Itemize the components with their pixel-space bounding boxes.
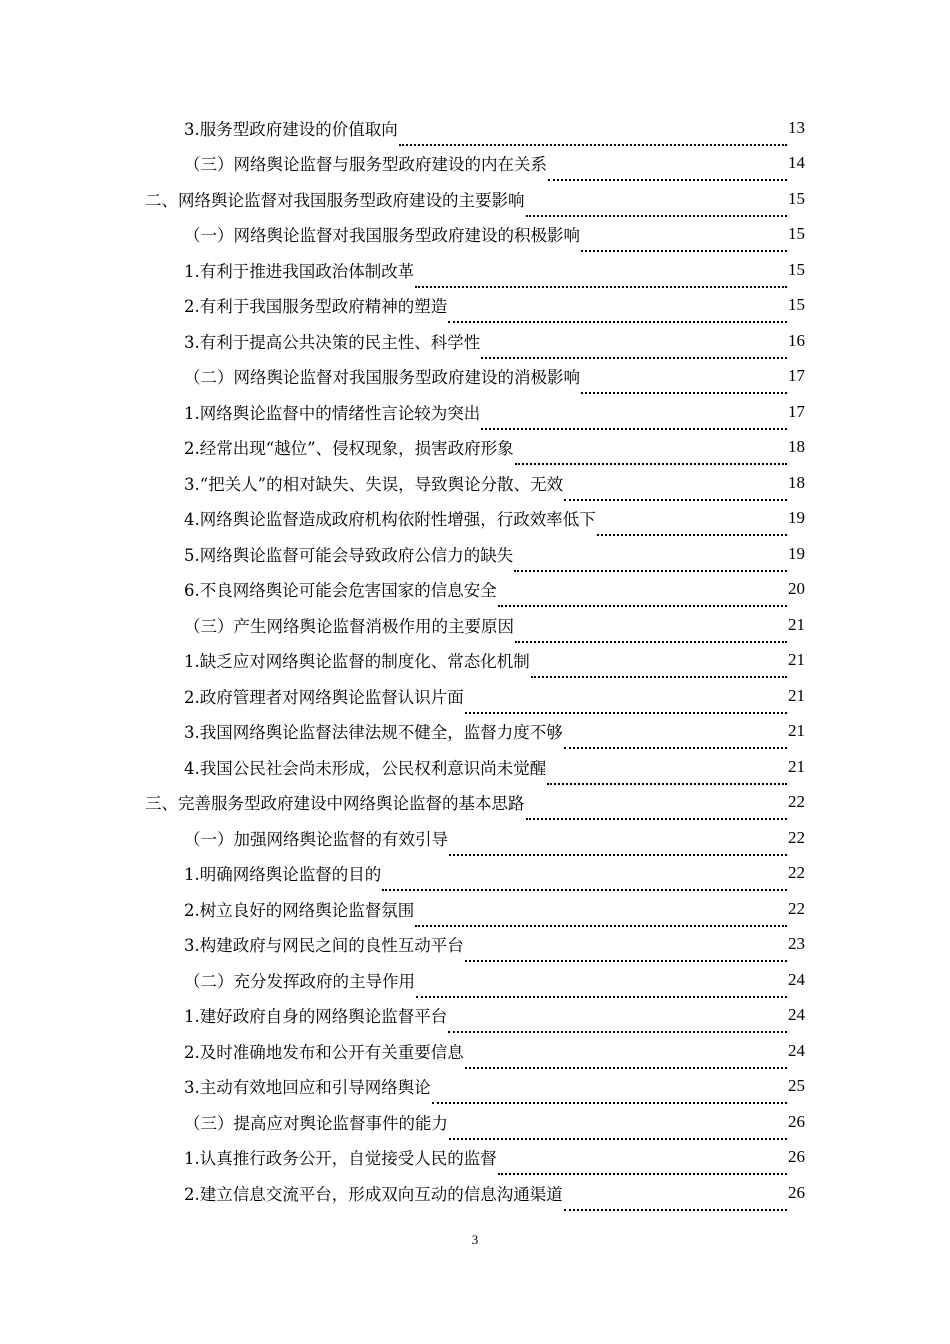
toc-entry-page-number: 15 bbox=[788, 224, 805, 244]
toc-dot-leader bbox=[515, 623, 787, 643]
toc-entry-title: 1.认真推行政务公开，自觉接受人民的监督 bbox=[184, 1149, 497, 1169]
toc-entry-page-number: 21 bbox=[788, 614, 805, 634]
toc-entry[interactable] bbox=[0, 998, 950, 1034]
toc-dot-leader bbox=[415, 268, 787, 288]
toc-dot-leader bbox=[382, 871, 787, 891]
toc-entry[interactable] bbox=[0, 749, 950, 785]
toc-entry-page-number: 15 bbox=[788, 295, 805, 315]
toc-entry-title: 2.政府管理者对网络舆论监督认识片面 bbox=[184, 687, 464, 707]
toc-entry-page-number: 15 bbox=[788, 259, 805, 279]
toc-entry-page-number: 16 bbox=[788, 330, 805, 350]
toc-entry-title: 3.构建政府与网民之间的良性互动平台 bbox=[184, 936, 464, 956]
toc-entry[interactable] bbox=[0, 465, 950, 501]
toc-entry-title: 3.“把关人”的相对缺失、失误，导致舆论分散、无效 bbox=[184, 474, 564, 494]
toc-dot-leader bbox=[481, 410, 787, 430]
toc-entry[interactable] bbox=[0, 962, 950, 998]
toc-entry-page-number: 18 bbox=[788, 437, 805, 457]
toc-entry-title: （一）网络舆论监督对我国服务型政府建设的积极影响 bbox=[184, 226, 580, 246]
toc-entry-title: 2.及时准确地发布和公开有关重要信息 bbox=[184, 1042, 464, 1062]
toc-entry-page-number: 23 bbox=[788, 934, 805, 954]
toc-entry-title: 3.我国网络舆论监督法律法规不健全，监督力度不够 bbox=[184, 723, 563, 743]
toc-entry-page-number: 20 bbox=[788, 579, 805, 599]
toc-entry[interactable] bbox=[0, 820, 950, 856]
toc-dot-leader bbox=[432, 1084, 787, 1104]
page-number: 3 bbox=[471, 1232, 479, 1247]
toc-entry-page-number: 24 bbox=[788, 969, 805, 989]
toc-entry[interactable] bbox=[0, 572, 950, 608]
toc-entry[interactable] bbox=[0, 643, 950, 679]
toc-dot-leader bbox=[465, 1049, 787, 1069]
toc-entry[interactable] bbox=[0, 501, 950, 537]
toc-entry[interactable] bbox=[0, 1175, 950, 1211]
toc-entry-page-number: 22 bbox=[788, 792, 805, 812]
toc-entry[interactable] bbox=[0, 891, 950, 927]
toc-dot-leader bbox=[481, 339, 787, 359]
toc-dot-leader bbox=[498, 587, 787, 607]
toc-entry-title: 1.有利于推进我国政治体制改革 bbox=[184, 261, 415, 281]
toc-entry-page-number: 22 bbox=[788, 827, 805, 847]
toc-entry[interactable] bbox=[0, 359, 950, 395]
toc-entry-page-number: 22 bbox=[788, 863, 805, 883]
toc-entry[interactable] bbox=[0, 536, 950, 572]
toc-dot-leader bbox=[415, 907, 787, 927]
table-of-contents bbox=[0, 110, 950, 1211]
toc-entry-page-number: 13 bbox=[788, 117, 805, 137]
toc-entry[interactable] bbox=[0, 288, 950, 324]
toc-entry-page-number: 21 bbox=[788, 685, 805, 705]
toc-dot-leader bbox=[531, 658, 787, 678]
toc-entry[interactable] bbox=[0, 678, 950, 714]
toc-entry[interactable] bbox=[0, 856, 950, 892]
toc-entry-title: 4.网络舆论监督造成政府机构依附性增强，行政效率低下 bbox=[184, 510, 596, 530]
toc-entry-page-number: 26 bbox=[788, 1111, 805, 1131]
toc-entry-title: （三）产生网络舆论监督消极作用的主要原因 bbox=[184, 616, 514, 636]
toc-entry-title: （三）提高应对舆论监督事件的能力 bbox=[184, 1113, 448, 1133]
toc-entry[interactable] bbox=[0, 1033, 950, 1069]
toc-entry-page-number: 21 bbox=[788, 756, 805, 776]
toc-entry-page-number: 24 bbox=[788, 1040, 805, 1060]
toc-dot-leader bbox=[515, 445, 787, 465]
toc-entry-title: （二）充分发挥政府的主导作用 bbox=[184, 971, 415, 991]
toc-dot-leader bbox=[597, 516, 787, 536]
toc-entry-page-number: 21 bbox=[788, 721, 805, 741]
toc-entry[interactable] bbox=[0, 110, 950, 146]
toc-entry-title: 3.服务型政府建设的价值取向 bbox=[184, 119, 398, 139]
toc-entry-title: 6.不良网络舆论可能会危害国家的信息安全 bbox=[184, 581, 497, 601]
toc-entry[interactable] bbox=[0, 607, 950, 643]
toc-entry-title: （二）网络舆论监督对我国服务型政府建设的消极影响 bbox=[184, 368, 580, 388]
toc-entry[interactable] bbox=[0, 785, 950, 821]
toc-entry-title: 三、完善服务型政府建设中网络舆论监督的基本思路 bbox=[145, 794, 525, 814]
toc-dot-leader bbox=[514, 552, 787, 572]
toc-dot-leader bbox=[449, 1120, 787, 1140]
toc-dot-leader bbox=[581, 232, 787, 252]
toc-entry-title: （三）网络舆论监督与服务型政府建设的内在关系 bbox=[184, 155, 547, 175]
toc-entry-page-number: 15 bbox=[788, 188, 805, 208]
toc-entry-page-number: 18 bbox=[788, 472, 805, 492]
toc-entry-title: 1.建好政府自身的网络舆论监督平台 bbox=[184, 1007, 448, 1027]
toc-entry-title: 1.缺乏应对网络舆论监督的制度化、常态化机制 bbox=[184, 652, 530, 672]
toc-dot-leader bbox=[526, 197, 788, 217]
toc-entry[interactable] bbox=[0, 252, 950, 288]
toc-dot-leader bbox=[449, 836, 787, 856]
toc-dot-leader bbox=[548, 161, 787, 181]
toc-entry[interactable] bbox=[0, 714, 950, 750]
toc-entry-title: 3.有利于提高公共决策的民主性、科学性 bbox=[184, 332, 481, 352]
toc-entry-page-number: 25 bbox=[788, 1076, 805, 1096]
toc-entry-page-number: 14 bbox=[788, 153, 805, 173]
toc-entry[interactable] bbox=[0, 1104, 950, 1140]
toc-dot-leader bbox=[547, 765, 787, 785]
toc-entry-title: 2.建立信息交流平台，形成双向互动的信息沟通渠道 bbox=[184, 1184, 563, 1204]
toc-entry-title: 5.网络舆论监督可能会导致政府公信力的缺失 bbox=[184, 545, 514, 565]
toc-entry-page-number: 22 bbox=[788, 898, 805, 918]
toc-entry-page-number: 17 bbox=[788, 401, 805, 421]
toc-dot-leader bbox=[448, 303, 787, 323]
toc-entry-page-number: 26 bbox=[788, 1147, 805, 1167]
toc-entry-page-number: 19 bbox=[788, 543, 805, 563]
toc-dot-leader bbox=[465, 694, 787, 714]
toc-dot-leader bbox=[498, 1155, 787, 1175]
toc-entry-title: 1.网络舆论监督中的情绪性言论较为突出 bbox=[184, 403, 481, 423]
toc-entry-title: （一）加强网络舆论监督的有效引导 bbox=[184, 829, 448, 849]
toc-entry-title: 3.主动有效地回应和引导网络舆论 bbox=[184, 1078, 431, 1098]
toc-entry[interactable] bbox=[0, 394, 950, 430]
toc-dot-leader bbox=[564, 481, 787, 501]
toc-entry-title: 2.树立良好的网络舆论监督氛围 bbox=[184, 900, 415, 920]
toc-entry[interactable] bbox=[0, 927, 950, 963]
toc-entry[interactable] bbox=[0, 430, 950, 466]
toc-entry-title: 2.有利于我国服务型政府精神的塑造 bbox=[184, 297, 448, 317]
toc-dot-leader bbox=[465, 942, 787, 962]
toc-entry-page-number: 24 bbox=[788, 1005, 805, 1025]
toc-entry[interactable] bbox=[0, 1069, 950, 1105]
toc-entry[interactable] bbox=[0, 323, 950, 359]
toc-entry-title: 4.我国公民社会尚未形成，公民权利意识尚未觉醒 bbox=[184, 758, 547, 778]
toc-entry[interactable] bbox=[0, 181, 950, 217]
toc-entry[interactable] bbox=[0, 217, 950, 253]
toc-entry-page-number: 19 bbox=[788, 508, 805, 528]
toc-dot-leader bbox=[416, 978, 787, 998]
toc-entry-page-number: 26 bbox=[788, 1182, 805, 1202]
toc-dot-leader bbox=[399, 126, 787, 146]
toc-dot-leader bbox=[581, 374, 787, 394]
toc-entry-title: 2.经常出现“越位”、侵权现象，损害政府形象 bbox=[184, 439, 514, 459]
toc-entry[interactable] bbox=[0, 146, 950, 182]
toc-dot-leader bbox=[526, 800, 788, 820]
toc-dot-leader bbox=[448, 1013, 787, 1033]
toc-entry-page-number: 17 bbox=[788, 366, 805, 386]
toc-dot-leader bbox=[564, 729, 787, 749]
toc-dot-leader bbox=[564, 1191, 787, 1211]
toc-entry[interactable] bbox=[0, 1140, 950, 1176]
toc-entry-page-number: 21 bbox=[788, 650, 805, 670]
toc-entry-title: 二、网络舆论监督对我国服务型政府建设的主要影响 bbox=[145, 190, 525, 210]
toc-entry-title: 1.明确网络舆论监督的目的 bbox=[184, 865, 382, 885]
